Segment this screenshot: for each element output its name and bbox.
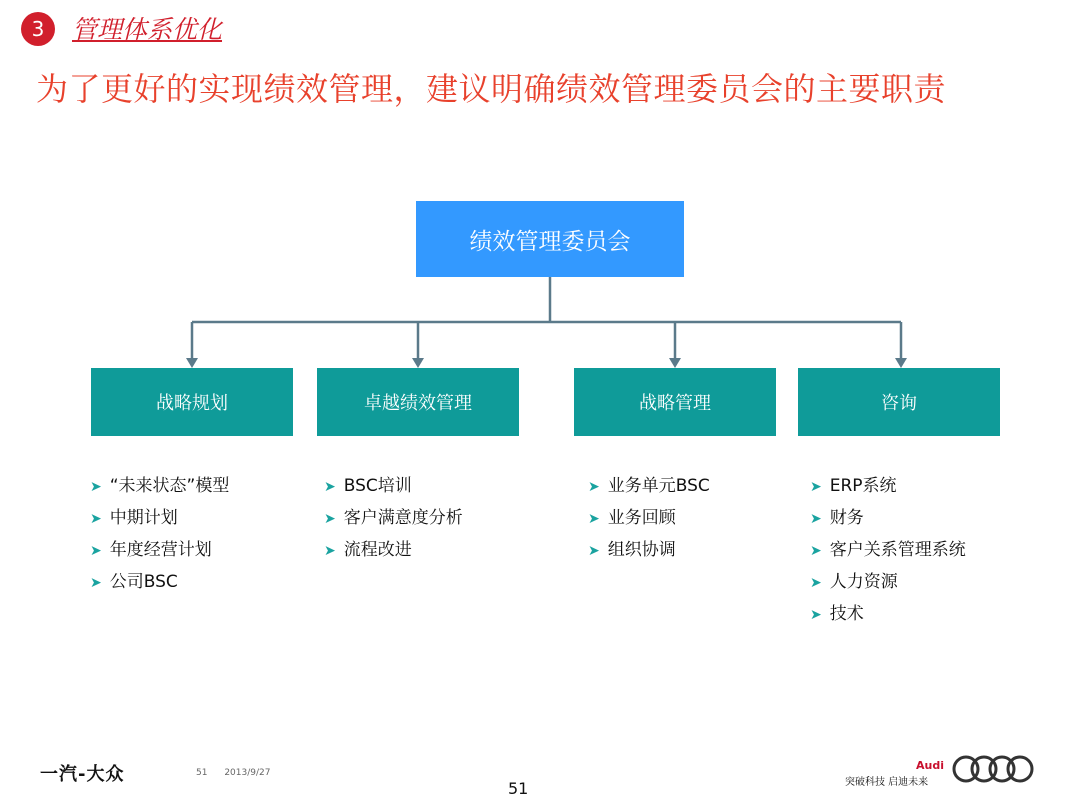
footer-date: 2013/9/27 xyxy=(224,768,271,778)
branch-arrowhead-1 xyxy=(186,358,198,368)
branch-arrowhead-2 xyxy=(412,358,424,368)
branch-node-strategy-planning: 战略规划 xyxy=(91,368,293,436)
bullet-arrow-icon: ➤ xyxy=(90,543,102,559)
list-item: ➤ 组织协调 xyxy=(588,534,710,566)
list-item: ➤ 业务单元BSC xyxy=(588,470,710,502)
branch-node-strategy-management: 战略管理 xyxy=(574,368,776,436)
slide-title: 为了更好的实现绩效管理，建议明确绩效管理委员会的主要职责 xyxy=(36,70,947,108)
list-item: ➤ 财务 xyxy=(810,502,966,534)
bullet-arrow-icon: ➤ xyxy=(810,575,822,591)
bullet-arrow-icon: ➤ xyxy=(810,607,822,623)
list-item: ➤ ERP系统 xyxy=(810,470,966,502)
bullet-arrow-icon: ➤ xyxy=(810,511,822,527)
page-number: 51 xyxy=(508,779,529,798)
branch-arrowhead-4 xyxy=(895,358,907,368)
list-item: ➤ 中期计划 xyxy=(90,502,229,534)
list-item: ➤ 业务回顾 xyxy=(588,502,710,534)
section-title: 管理体系优化 xyxy=(72,15,223,44)
list-item: ➤ 年度经营计划 xyxy=(90,534,229,566)
branch-node-performance-excellence: 卓越绩效管理 xyxy=(317,368,519,436)
list-item: ➤ 技术 xyxy=(810,598,966,630)
bullet-arrow-icon: ➤ xyxy=(324,511,336,527)
bullet-arrow-icon: ➤ xyxy=(588,479,600,495)
list-item: ➤ 客户关系管理系统 xyxy=(810,534,966,566)
branch-3-list xyxy=(588,470,710,566)
root-node: 绩效管理委员会 xyxy=(416,201,684,277)
branch-1-list xyxy=(90,470,229,598)
bullet-arrow-icon: ➤ xyxy=(324,479,336,495)
bullet-arrow-icon: ➤ xyxy=(90,479,102,495)
list-item: ➤ 人力资源 xyxy=(810,566,966,598)
footer-slide-number: 51 xyxy=(196,768,208,778)
list-item: ➤ 公司BSC xyxy=(90,566,229,598)
bullet-arrow-icon: ➤ xyxy=(810,543,822,559)
bullet-arrow-icon: ➤ xyxy=(90,575,102,591)
branch-4-list xyxy=(810,470,966,630)
company-logo: 一汽-大众 xyxy=(40,764,125,785)
brand-name: Audi xyxy=(916,759,944,772)
list-item: ➤ “未来状态”模型 xyxy=(90,470,229,502)
list-item: ➤ BSC培训 xyxy=(324,470,463,502)
list-item: ➤ 客户满意度分析 xyxy=(324,502,463,534)
audi-rings-icon xyxy=(951,752,1037,786)
branch-2-list xyxy=(324,470,463,566)
branch-arrowhead-3 xyxy=(669,358,681,368)
footer-meta xyxy=(196,768,284,778)
bullet-arrow-icon: ➤ xyxy=(324,543,336,559)
section-number-badge: 3 xyxy=(21,12,55,46)
bullet-arrow-icon: ➤ xyxy=(90,511,102,527)
list-item: ➤ 流程改进 xyxy=(324,534,463,566)
branch-node-consulting: 咨询 xyxy=(798,368,1000,436)
brand-slogan: 突破科技 启迪未来 xyxy=(845,777,929,788)
bullet-arrow-icon: ➤ xyxy=(588,511,600,527)
bullet-arrow-icon: ➤ xyxy=(810,479,822,495)
bullet-arrow-icon: ➤ xyxy=(588,543,600,559)
